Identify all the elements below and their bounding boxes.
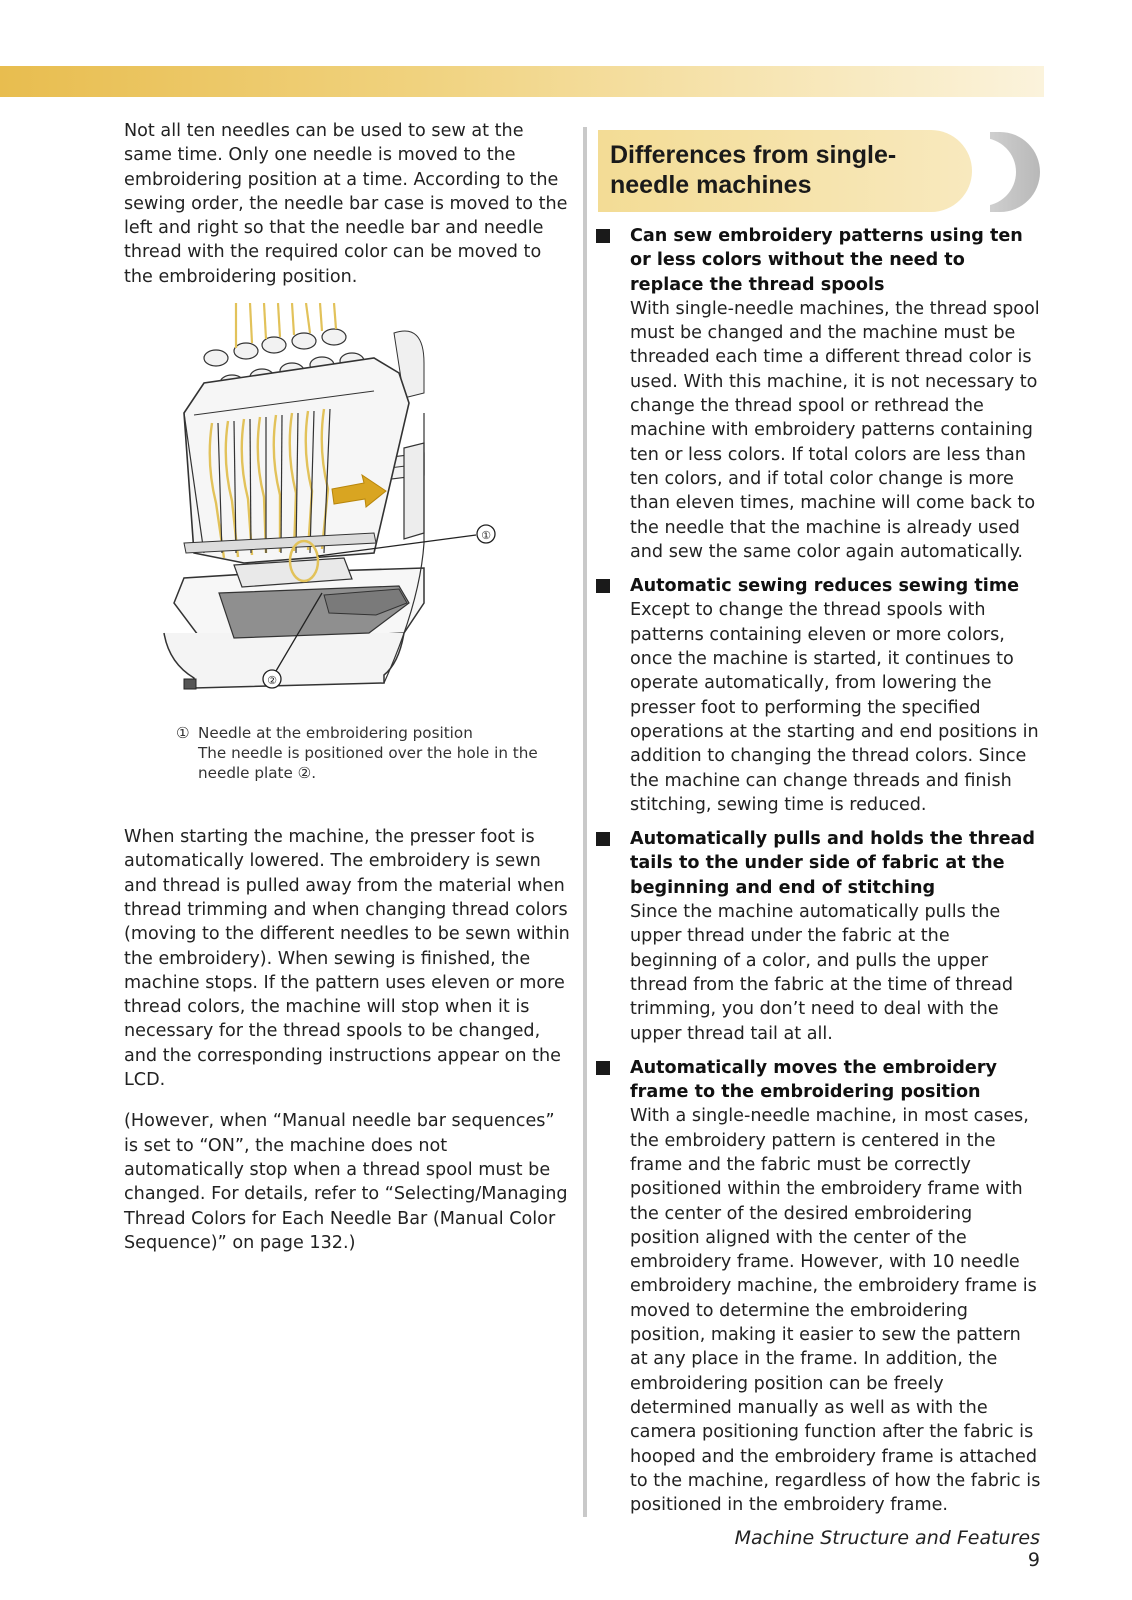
- machine-illustration: [124, 303, 570, 783]
- feature-title: Automatically moves the embroidery frame to the embroidering position: [630, 1057, 997, 1103]
- square-bullet-icon: [596, 1061, 610, 1075]
- feature-item: [602, 827, 1042, 1046]
- feature-title: Can sew embroidery patterns using ten or less colors without the need to replace the thread spools: [630, 226, 1023, 295]
- feature-item: [602, 224, 1042, 564]
- left-column: [124, 119, 570, 1255]
- embroidery-machine-drawing: [124, 303, 570, 723]
- feature-description: Except to change the thread spools with patterns containing eleven or more colors, once the machine is started, it continues to operate automatically, from lowering the presser foot to performing the specified operations at the starting and end positions in addition to changing the thread colors. Since the machine can change threads and finish stitching, sewing time is reduced.: [630, 600, 1039, 815]
- figure-caption: [176, 723, 568, 783]
- square-bullet-icon: [596, 832, 610, 846]
- callout-1-label: ①: [481, 529, 491, 543]
- feature-description: Since the machine automatically pulls the upper thread under the fabric at the beginning of a color, and pulls the upper thread from the fabric at the time of thread trimming, you don’t need to deal with the upper thread tail at all.: [630, 902, 1014, 1044]
- caption-number: ①: [176, 724, 190, 743]
- operation-paragraph: When starting the machine, the presser foot is automatically lowered. The embroidery is sewn and thread is pulled away from the material when thread trimming and when changing thread colors (moving to the different needles to be sewn within the embroidery). When sewing is finished, the machine stops. If the pattern uses eleven or more thread colors, the machine will stop when it is necessary for the thread spools to be changed, and the corresponding instructions appear on the LCD.: [124, 827, 570, 1091]
- feature-description: With single-needle machines, the thread spool must be changed and the machine must be threaded each time a different thread color is used. With this machine, it is not necessary to change the thread spool or rethread the machine with embroidery patterns containing ten or less colors. If total colors are less than ten colors, and if total color change is more than eleven times, machine will come back to the needle that the machine is already used and sew the same color again automatically.: [630, 298, 1040, 562]
- caption-title: Needle at the embroidering position: [198, 724, 473, 743]
- header-color-band: [0, 66, 1044, 97]
- section-heading-tab: [598, 130, 1032, 214]
- page-footer: [720, 1527, 1040, 1571]
- column-divider: [583, 127, 587, 1517]
- square-bullet-icon: [596, 229, 610, 243]
- caption-body: The needle is positioned over the hole in the needle plate ②.: [198, 744, 538, 783]
- feature-description: With a single-needle machine, in most cases, the embroidery pattern is centered in the frame and the fabric must be correctly positioned within the embroidery frame with the center of the desired embroidering position aligned with the center of the embroidery frame. However, with 10 needle embroidery machine, the embroidery frame is moved to determine the embroidering position, making it easier to sew the pattern at any place in the frame. In addition, the embroidering position can be freely determined manually as well as with the camera positioning function after the fabric is hooped and the embroidery frame is attached to the machine, regardless of how the fabric is positioned in the embroidery frame.: [630, 1106, 1041, 1516]
- intro-paragraph: Not all ten needles can be used to sew at the same time. Only one needle is moved to the embroidering position at a time. According to the sewing order, the needle bar case is moved to the left and right so that the needle bar and needle thread with the required color can be moved to the embroidering position.: [124, 121, 568, 287]
- section-heading: Differences from single-needle machines: [610, 141, 897, 199]
- square-bullet-icon: [596, 579, 610, 593]
- right-column: [602, 130, 1042, 1517]
- feature-title: Automatically pulls and holds the thread tails to the under side of fabric at the beginning and end of stitching: [630, 829, 1035, 898]
- callout-2-label: ②: [267, 674, 277, 688]
- feature-item: [602, 1056, 1042, 1518]
- feature-item: [602, 574, 1042, 817]
- feature-title: Automatic sewing reduces sewing time: [630, 576, 1020, 597]
- footer-section-title: Machine Structure and Features: [734, 1527, 1040, 1549]
- manual-sequence-note: (However, when “Manual needle bar sequences” is set to “ON”, the machine does not automatically stop when a thread spool must be changed. For details, refer to “Selecting/Managing Thread Colors for Each Needle Bar (Manual Color Sequence)” on page 132.): [124, 1111, 568, 1253]
- page-number: 9: [1027, 1549, 1040, 1571]
